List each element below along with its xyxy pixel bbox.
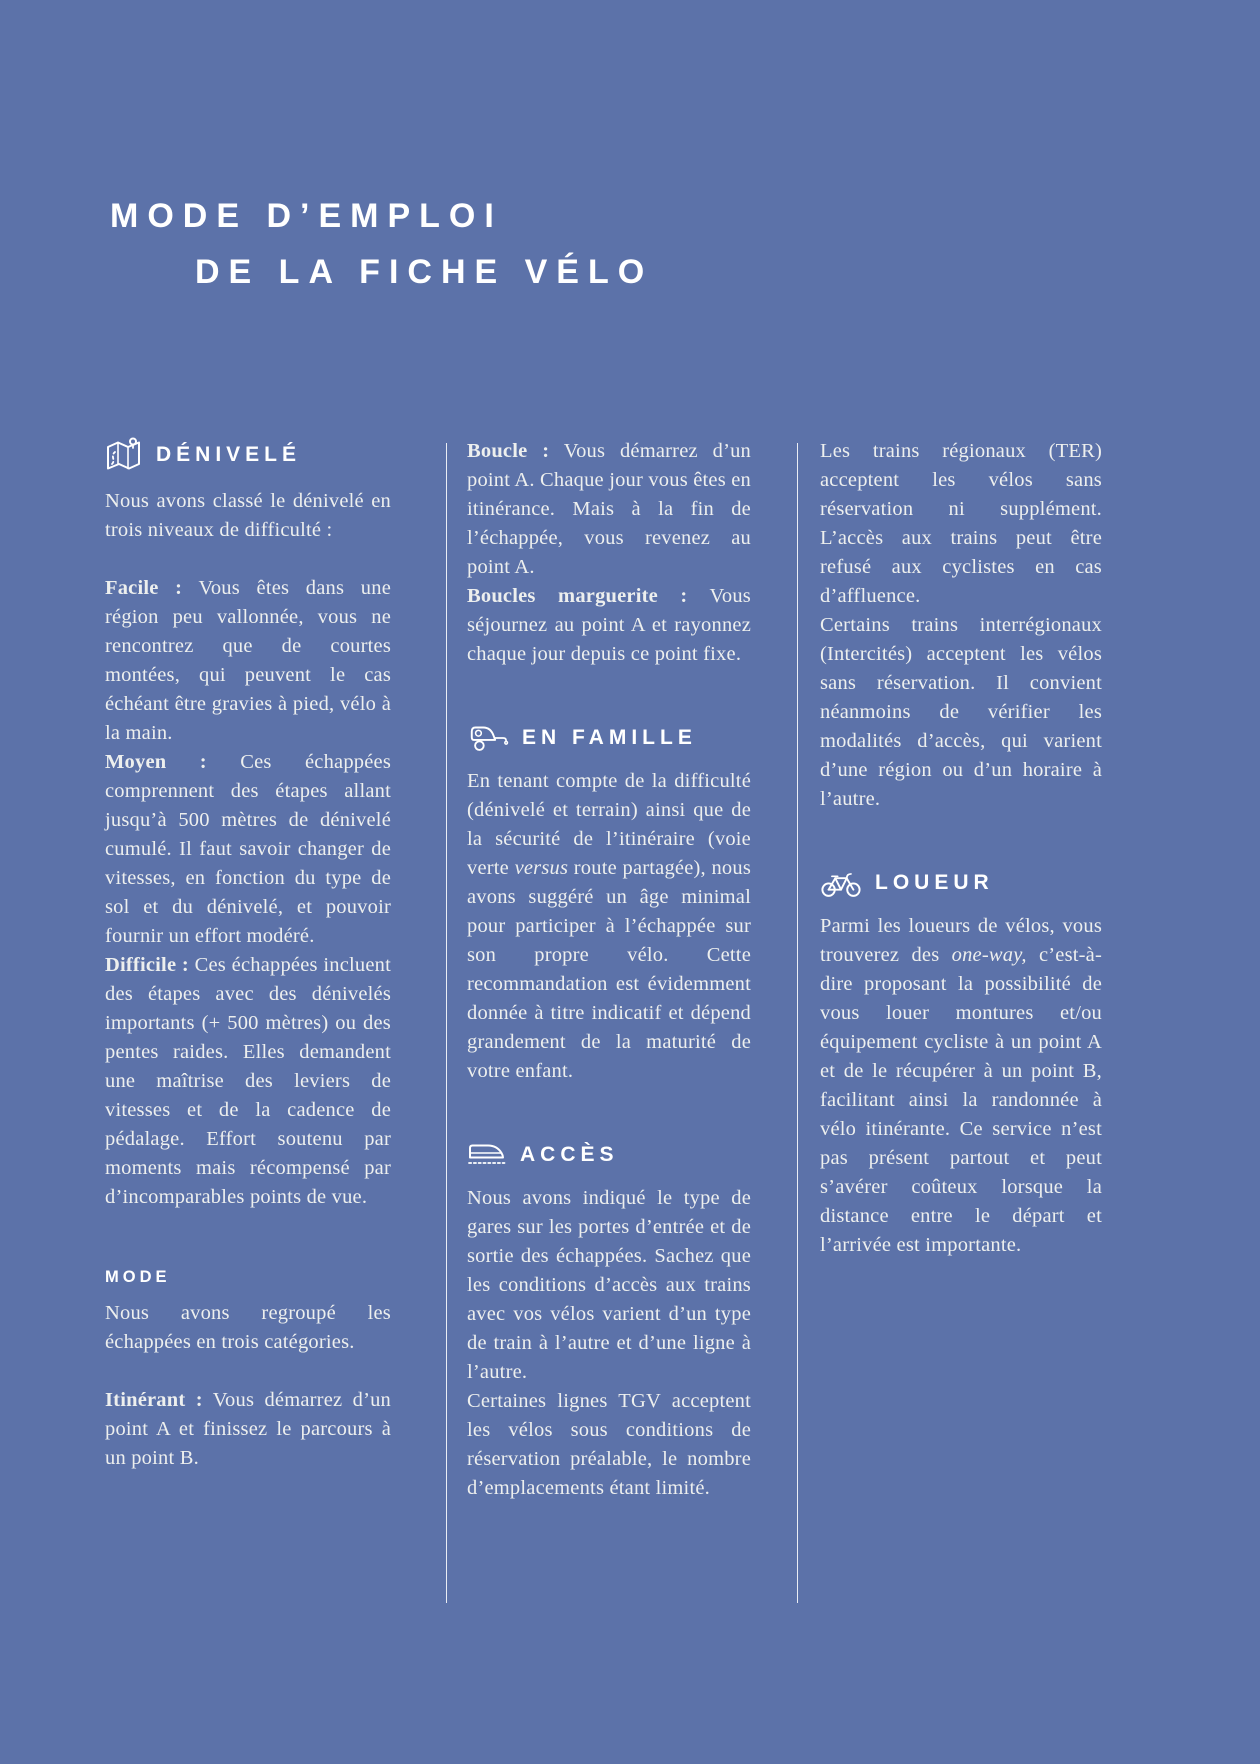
section-heading-denivele	[105, 437, 391, 473]
page-title-line-2: DE LA FICHE VÉLO	[195, 253, 654, 291]
paragraph-intercites: Certains trains interrégionaux (Intercités) acceptent les vélos sans réservation. Il convient néanmoins de vérifier les modalités d’accès, qui varient d’une région ou d’un horaire à l’autre.	[820, 614, 1102, 810]
section-heading-label: DÉNIVELÉ	[156, 443, 302, 466]
bike-trailer-icon	[467, 723, 509, 753]
difficile-text: Ces échappées incluent des étapes avec des dénivelés importants (+ 500 mètres) ou des pentes raides. Elles demandent une maîtrise des leviers de vitesses et de la cadence de pédalage. Effort soutenu par moments mais récompensé par d’incomparables points de vue.	[105, 954, 392, 1208]
section-heading-loueur	[820, 868, 1102, 898]
paragraph-marguerite	[467, 582, 751, 669]
paragraph-ter: Les trains régionaux (TER) acceptent les vélos sans réservation ni supplément. L’accès aux trains peut être refusé aux cyclistes en cas d’affluence.	[820, 440, 1102, 607]
column-divider-right	[797, 443, 798, 1603]
column-denivele	[105, 437, 391, 1473]
moyen-text: Ces échappées comprennent des étapes allant jusqu’à 500 mètres de dénivelé cumulé. Il faut savoir changer de vitesses, en fonction du type de sol et du dénivelé, et pouvoir fournir un effort modéré.	[105, 751, 391, 947]
marguerite-text: Vous séjournez au point A et rayonnez chaque jour depuis ce point fixe.	[467, 585, 751, 665]
paragraph-difficile	[105, 951, 391, 1212]
marguerite-lead: Boucles marguerite :	[467, 585, 688, 607]
famille-text-before: En tenant compte de la difficulté (dénivelé et terrain) ainsi que de la sécurité de l’itinéraire (voie verte	[467, 770, 751, 879]
facile-text: Vous êtes dans une région peu vallonnée, vous ne rencontrez que de courtes montées, qui peuvent le cas échéant être gravies à pied, vélo à la main.	[105, 577, 391, 744]
paragraph-itinerant	[105, 1386, 391, 1473]
column-famille-acces	[467, 437, 751, 1503]
paragraph-acces-2: Certaines lignes TGV acceptent les vélos sous conditions de réservation préalable, le nombre d’emplacements étant limité.	[467, 1390, 751, 1499]
page-title	[110, 188, 653, 300]
column-divider-left	[446, 443, 447, 1603]
itinerant-text: Vous démarrez d’un point A et finissez le parcours à un point B.	[105, 1389, 391, 1469]
loueur-text-after: c’est-à-dire proposant la possibilité de vous louer montures et/ou équipement cycliste à un point A et de le récupérer à un point B, facilitant ainsi la randonnée à vélo itinérante. Ce service n’est pas présent partout et peut s’avérer coûteux lorsque la distance entre le départ et l’arrivée est importante.	[820, 944, 1102, 1256]
famille-text-after: route partagée), nous avons suggéré un âge minimal pour participer à l’échappée sur son propre vélo. Cette recommandation est évidemment donnée à titre indicatif et dépend grandement de la maturité de votre enfant.	[467, 857, 751, 1082]
paragraph-mode-intro: Nous avons regroupé les échappées en trois catégories.	[105, 1302, 391, 1353]
famille-italic-word: versus	[514, 857, 569, 879]
section-heading-mode: MODE	[105, 1268, 171, 1286]
paragraph-boucle	[467, 437, 751, 582]
paragraph-facile	[105, 574, 391, 748]
bicycle-icon	[820, 868, 862, 898]
paragraph-loueur	[820, 912, 1102, 1260]
paragraph-famille	[467, 767, 751, 1086]
loueur-italic-word: one-way,	[951, 944, 1027, 966]
moyen-lead: Moyen :	[105, 751, 207, 773]
section-heading-label: LOUEUR	[875, 871, 994, 894]
itinerant-lead: Itinérant :	[105, 1389, 203, 1411]
section-heading-label: EN FAMILLE	[522, 726, 697, 749]
boucle-text: Vous démarrez d’un point A. Chaque jour vous êtes en itinérance. Mais à la fin de l’échappée, vous revenez au point A.	[467, 440, 751, 578]
facile-lead: Facile :	[105, 577, 183, 599]
paragraph-moyen	[105, 748, 391, 951]
map-route-icon	[105, 437, 143, 473]
section-heading-acces	[467, 1140, 751, 1170]
difficile-lead: Difficile :	[105, 954, 189, 976]
boucle-lead: Boucle :	[467, 440, 550, 462]
loueur-text-before: Parmi les loueurs de vélos, vous trouverez des	[820, 915, 1102, 966]
section-heading-famille	[467, 723, 751, 753]
section-heading-label: ACCÈS	[520, 1143, 619, 1166]
column-trains-loueur	[820, 437, 1102, 1260]
train-icon	[467, 1140, 507, 1170]
page-title-line-1: MODE D’EMPLOI	[110, 197, 503, 235]
paragraph-denivele-intro: Nous avons classé le dénivelé en trois niveaux de difficulté :	[105, 490, 391, 541]
paragraph-acces-1: Nous avons indiqué le type de gares sur les portes d’entrée et de sortie des échappées. Sachez que les conditions d’accès aux trains avec vos vélos varient d’un type de train à l’autre et d’une ligne à l’autre.	[467, 1187, 751, 1383]
